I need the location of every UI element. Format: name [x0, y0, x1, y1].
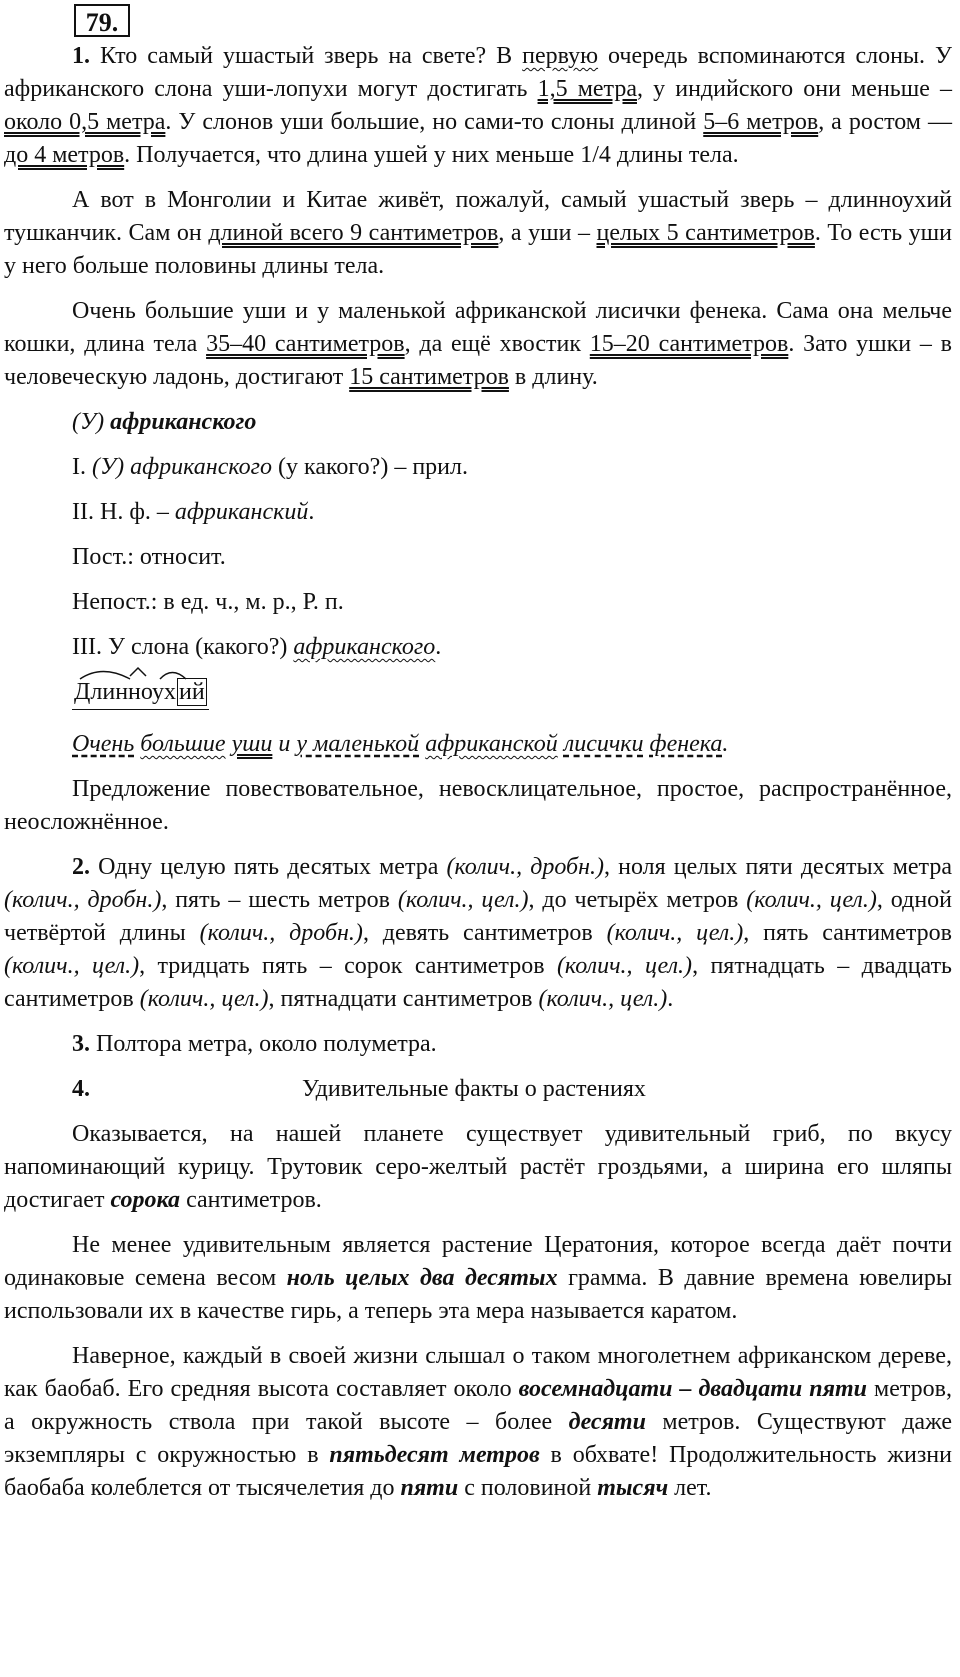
morpheme-ending: ий: [178, 679, 205, 705]
plant-fact-3: Наверное, каждый в своей жизни слышал о таком многолетнем африканском дереве, как баобаб. Его средняя высота составляет около восемнадцати – двадцати пяти метров, а окружность ствола при такой высоте – более десяти метров. Существуют даже экземпляры с окружностью в пятьдесят метров в обхвате! Продолжительность жизни баобаба колеблется от тысячелетия до пяти с половиной тысяч лет.: [4, 1343, 952, 1501]
morpheme-marks-icon: [72, 666, 222, 680]
task-4-title-row: [72, 1073, 952, 1106]
analysis-line-4: Непост.: в ед. ч., м. р., Р. п.: [72, 589, 344, 615]
task-4-number: 4.: [72, 1076, 90, 1102]
parsed-sentence: Очень большие уши и у маленькой африканской лисички фенека.: [72, 731, 729, 757]
analysis-line-2: II. Н. ф. – африканский.: [72, 499, 315, 525]
paragraph-1: 1. Кто самый ушастый зверь на свете? В первую очередь вспоминаются слоны. У африканского слона уши-лопухи могут достигать 1,5 метра, у индийского они меньше – около 0,5 метра. У слонов уши большие, но сами-то слоны длиной 5–6 метров, а ростом — до 4 метров. Получается, что длина ушей у них меньше 1/4 длины тела.: [4, 43, 953, 168]
morpheme-analysis: [72, 676, 209, 710]
sentence-description: Предложение повествовательное, невосклицательное, простое, распространённое, неосложнённое.: [4, 776, 952, 835]
task-number-box: 79.: [74, 4, 130, 37]
paragraph-2: А вот в Монголии и Китае живёт, пожалуй, самый ушастый зверь – длинноухий тушканчик. Сам он длиной всего 9 сантиметров, а уши – целых 5 сантиметров. То есть уши у него больше половины длины тела.: [4, 187, 952, 279]
analysis-line-5: III. У слона (какого?) африканского.: [72, 634, 442, 660]
analysis-line-1: I. (У) африканского (у какого?) – прил.: [72, 454, 468, 480]
task-3: 3. Полтора метра, около полуметра.: [72, 1031, 437, 1057]
analysis-heading: (У) африканского: [72, 409, 257, 435]
analysis-line-3: Пост.: относит.: [72, 544, 226, 570]
page-content: [4, 40, 952, 1517]
task-4-title: Удивительные факты о растениях: [302, 1076, 646, 1102]
item-number: 1.: [72, 43, 90, 69]
paragraph-3: Очень большие уши и у маленькой африканской лисички фенека. Сама она мельче кошки, длина тела 35–40 сантиметров, да ещё хвостик 15–20 сантиметров. Зато ушки – в человеческую ладонь, достигают 15 сантиметров в длину.: [4, 298, 952, 390]
morpheme-stem: Длинноух: [74, 679, 176, 705]
plant-fact-1: Оказывается, на нашей планете существует удивительный гриб, по вкусу напоминающий курицу. Трутовик серо-желтый растёт гроздьями, а ширина его шляпы достигает сорока сантиметров.: [4, 1121, 952, 1213]
plant-fact-2: Не менее удивительным является растение Цератония, которое всегда даёт почти одинаковые семена весом ноль целых два десятых грамма. В давние времена ювелиры использовали их в качестве гирь, а теперь эта мера называется каратом.: [4, 1232, 952, 1324]
task-2: 2. Одну целую пять десятых метра (колич., дробн.), ноля целых пяти десятых метра (колич., дробн.), пять – шесть метров (колич., цел.), до четырёх метров (колич., цел.), одной четвёртой длины (колич., дробн.), девять сантиметров (колич., цел.), пять сантиметров (колич., цел.), тридцать пять – сорок сантиметров (колич., цел.), пятнадцать – двадцать сантиметров (колич., цел.), пятнадцати сантиметров (колич., цел.).: [4, 854, 953, 1012]
